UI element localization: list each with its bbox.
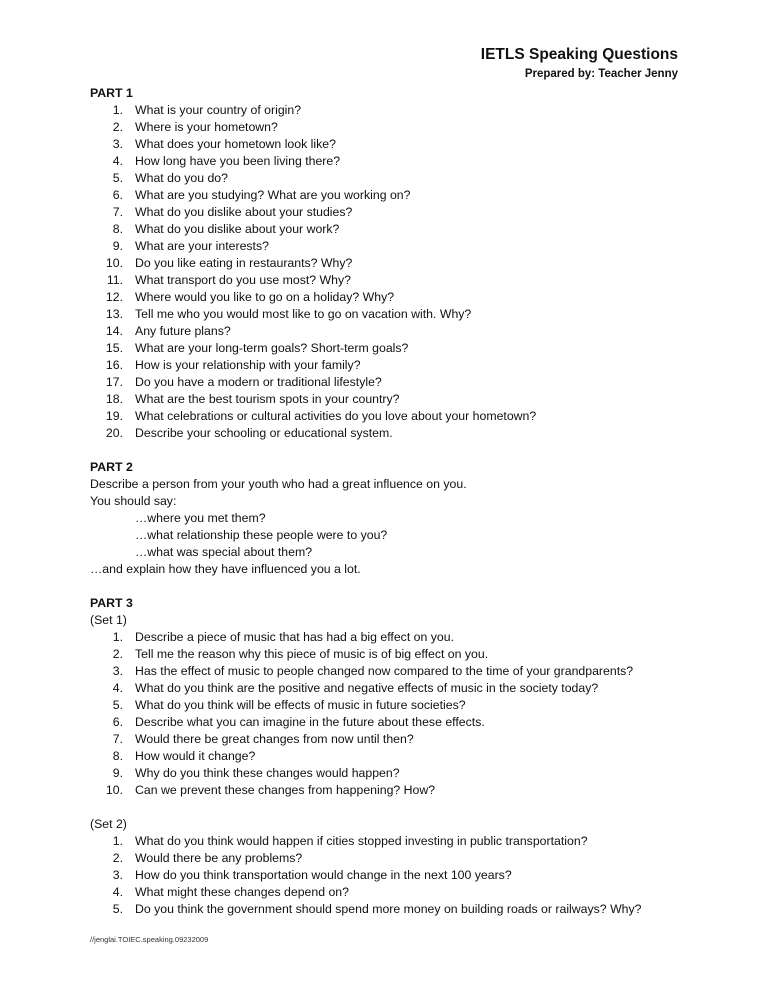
question-number: 11. [106, 273, 123, 287]
question-text: Tell me the reason why this piece of music is of big effect on you. [135, 647, 489, 661]
part1-heading: PART 1 [90, 86, 133, 100]
question-item [90, 221, 690, 238]
question-number: 5. [112, 171, 123, 185]
question-item [90, 204, 690, 221]
part3-heading: PART 3 [90, 596, 133, 610]
question-text: What celebrations or cultural activities do you love about your hometown? [135, 409, 537, 423]
question-number: 8. [112, 222, 123, 236]
question-item [90, 340, 690, 357]
question-item [90, 646, 690, 663]
question-number: 4. [112, 885, 123, 899]
question-number: 12. [105, 290, 123, 304]
question-text: Describe a piece of music that has had a big effect on you. [135, 630, 454, 644]
question-item [90, 391, 690, 408]
question-text: What do you dislike about your studies? [135, 205, 353, 219]
question-item [90, 714, 690, 731]
question-number: 1. [112, 630, 123, 644]
part2-point: …what relationship these people were to you? [135, 528, 388, 542]
question-text: Why do you think these changes would happen? [135, 766, 400, 780]
question-item [90, 289, 690, 306]
question-text: What do you think will be effects of music in future societies? [135, 698, 466, 712]
question-text: What are your interests? [135, 239, 269, 253]
question-item [90, 901, 690, 918]
question-item [90, 136, 690, 153]
question-text: Do you think the government should spend more money on building roads or railways? Why? [135, 902, 642, 916]
question-text: Has the effect of music to people changed now compared to the time of your grandparents? [135, 664, 634, 678]
question-number: 3. [112, 137, 123, 151]
question-item [90, 306, 690, 323]
question-number: 16. [105, 358, 123, 372]
question-text: Describe your schooling or educational system. [135, 426, 393, 440]
question-item [90, 782, 690, 799]
question-item [90, 272, 690, 289]
question-item [90, 153, 690, 170]
question-text: How would it change? [135, 749, 256, 763]
question-number: 7. [112, 205, 123, 219]
question-item [90, 323, 690, 340]
question-text: What do you dislike about your work? [135, 222, 340, 236]
part2-heading: PART 2 [90, 460, 133, 474]
question-number: 13. [105, 307, 123, 321]
question-item [90, 255, 690, 272]
question-text: Would there be any problems? [135, 851, 303, 865]
question-item [90, 748, 690, 765]
question-number: 6. [112, 715, 123, 729]
question-item [90, 408, 690, 425]
question-number: 18. [105, 392, 123, 406]
question-item [90, 663, 690, 680]
question-text: Where would you like to go on a holiday? Why? [135, 290, 395, 304]
part2-should-say: You should say: [90, 494, 177, 508]
question-item [90, 374, 690, 391]
part3-set1-question-list [90, 629, 690, 799]
part2-closing: …and explain how they have influenced you a lot. [90, 562, 361, 576]
question-item [90, 697, 690, 714]
question-number: 3. [112, 868, 123, 882]
part1-question-list [90, 102, 690, 442]
question-number: 5. [112, 902, 123, 916]
question-text: Can we prevent these changes from happening? How? [135, 783, 436, 797]
question-text: What does your hometown look like? [135, 137, 336, 151]
question-item [90, 170, 690, 187]
question-number: 15. [105, 341, 123, 355]
document-body [90, 85, 690, 918]
question-number: 5. [112, 698, 123, 712]
question-item [90, 238, 690, 255]
question-number: 19. [105, 409, 123, 423]
question-text: What do you think would happen if cities stopped investing in public transportation? [135, 834, 588, 848]
question-text: What are your long-term goals? Short-term goals? [135, 341, 409, 355]
question-text: What are the best tourism spots in your country? [135, 392, 400, 406]
question-item [90, 357, 690, 374]
question-item [90, 765, 690, 782]
question-number: 2. [112, 647, 123, 661]
question-text: What do you do? [135, 171, 228, 185]
question-item [90, 731, 690, 748]
question-number: 7. [112, 732, 123, 746]
question-number: 20. [105, 426, 123, 440]
question-text: Do you have a modern or traditional lifestyle? [135, 375, 382, 389]
question-item [90, 867, 690, 884]
question-text: Tell me who you would most like to go on vacation with. Why? [135, 307, 472, 321]
question-text: What do you think are the positive and negative effects of music in the society today? [135, 681, 599, 695]
question-text: Do you like eating in restaurants? Why? [135, 256, 353, 270]
question-number: 1. [112, 103, 123, 117]
question-number: 1. [112, 834, 123, 848]
question-item [90, 187, 690, 204]
question-item [90, 119, 690, 136]
author-subtitle: Prepared by: Teacher Jenny [524, 68, 678, 80]
question-number: 8. [112, 749, 123, 763]
question-number: 9. [112, 766, 123, 780]
question-number: 2. [112, 120, 123, 134]
question-text: What transport do you use most? Why? [135, 273, 351, 287]
question-number: 4. [112, 154, 123, 168]
question-text: Any future plans? [135, 324, 231, 338]
question-text: How long have you been living there? [135, 154, 341, 168]
question-number: 9. [112, 239, 123, 253]
part2-point: …where you met them? [135, 511, 266, 525]
question-number: 10. [105, 783, 123, 797]
question-item [90, 884, 690, 901]
question-number: 14. [105, 324, 123, 338]
question-text: What are you studying? What are you working on? [135, 188, 411, 202]
part3-set2-label: (Set 2) [90, 817, 127, 831]
footer-reference: //jenglai.TOIEC.speaking.09232009 [90, 935, 209, 944]
part2-prompt: Describe a person from your youth who had a great influence on you. [90, 477, 467, 491]
question-number: 2. [112, 851, 123, 865]
question-number: 10. [105, 256, 123, 270]
question-item [90, 833, 690, 850]
question-text: Describe what you can imagine in the future about these effects. [135, 715, 485, 729]
question-item [90, 680, 690, 697]
question-item [90, 629, 690, 646]
question-text: How is your relationship with your family? [135, 358, 361, 372]
question-number: 4. [112, 681, 123, 695]
question-item [90, 425, 690, 442]
question-text: Where is your hometown? [135, 120, 278, 134]
question-number: 17. [105, 375, 123, 389]
part3-set2-question-list [90, 833, 690, 918]
part3-set1-label: (Set 1) [90, 613, 127, 627]
question-text: What might these changes depend on? [135, 885, 349, 899]
question-item [90, 850, 690, 867]
part2-point: …what was special about them? [135, 545, 313, 559]
question-text: Would there be great changes from now until then? [135, 732, 414, 746]
question-text: How do you think transportation would change in the next 100 years? [135, 868, 512, 882]
question-text: What is your country of origin? [135, 103, 302, 117]
page-title: IETLS Speaking Questions [480, 46, 678, 63]
question-item [90, 102, 690, 119]
question-number: 3. [112, 664, 123, 678]
question-number: 6. [112, 188, 123, 202]
